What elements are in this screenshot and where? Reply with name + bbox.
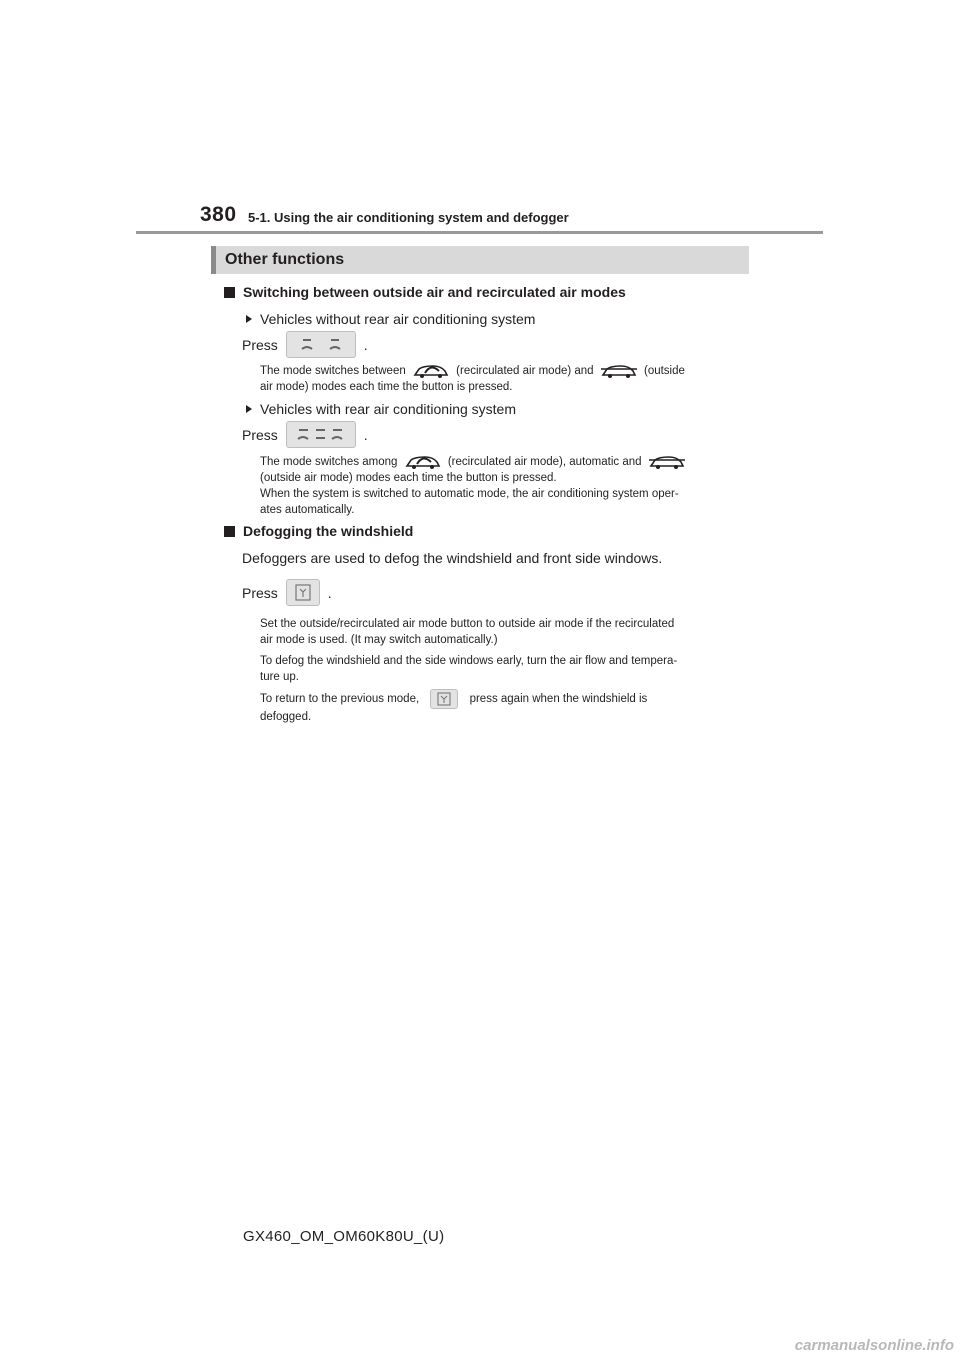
square-bullet-icon [224, 287, 235, 298]
rear-air-mode-button-icon [286, 421, 356, 448]
document-code: GX460_OM_OM60K80U_(U) [243, 1228, 445, 1245]
triangle-bullet-icon [246, 315, 252, 323]
press-row-with-rear: Press . [242, 421, 368, 448]
defog-note-2: To defog the windshield and the side windows early, turn the air flow and tempera- ture up. [260, 655, 678, 683]
air-mode-button-icon [286, 331, 356, 358]
recirculated-air-icon [413, 363, 449, 379]
press-row-without-rear: Press . [242, 331, 368, 358]
outside-air-icon [601, 363, 637, 379]
watermark: carmanualsonline.info [794, 1337, 954, 1354]
chapter-title: 5-1. Using the air conditioning system and defogger [248, 210, 569, 225]
without-rear-note: The mode switches between (recirculated air mode) and (outside air mode) modes each time the button is pressed. [260, 363, 745, 395]
defog-note-1: Set the outside/recirculated air mode button to outside air mode if the recirculated air mode is used. (It may switch automatically.) [260, 618, 675, 646]
switching-heading: Switching between outside air and recirculated air modes [224, 284, 626, 300]
triangle-bullet-icon [246, 405, 252, 413]
defog-heading: Defogging the windshield [224, 523, 413, 539]
page-number: 380 [200, 203, 237, 226]
with-rear-note: The mode switches among (recirculated air mode), automatic and (outside air mode) modes each time the button is pressed. When the system is switched to automatic mode, the air conditioning system oper- ates automatically. [260, 454, 745, 518]
defogger-button-icon [286, 579, 320, 606]
section-title-bar [211, 246, 749, 274]
square-bullet-icon [224, 526, 235, 537]
defog-body: Defoggers are used to defog the windshield and front side windows. [242, 550, 663, 566]
defogger-button-icon [430, 689, 458, 709]
recirculated-air-icon [405, 454, 441, 470]
outside-air-icon [649, 454, 685, 470]
with-rear-heading: Vehicles with rear air conditioning system [246, 401, 516, 417]
without-rear-heading: Vehicles without rear air conditioning system [246, 311, 535, 327]
defog-note-3: To return to the previous mode, press again when the windshield is defogged. [260, 689, 745, 725]
header-rule [136, 231, 823, 234]
press-row-defog: Press . [242, 579, 332, 606]
section-title: Other functions [225, 251, 345, 268]
